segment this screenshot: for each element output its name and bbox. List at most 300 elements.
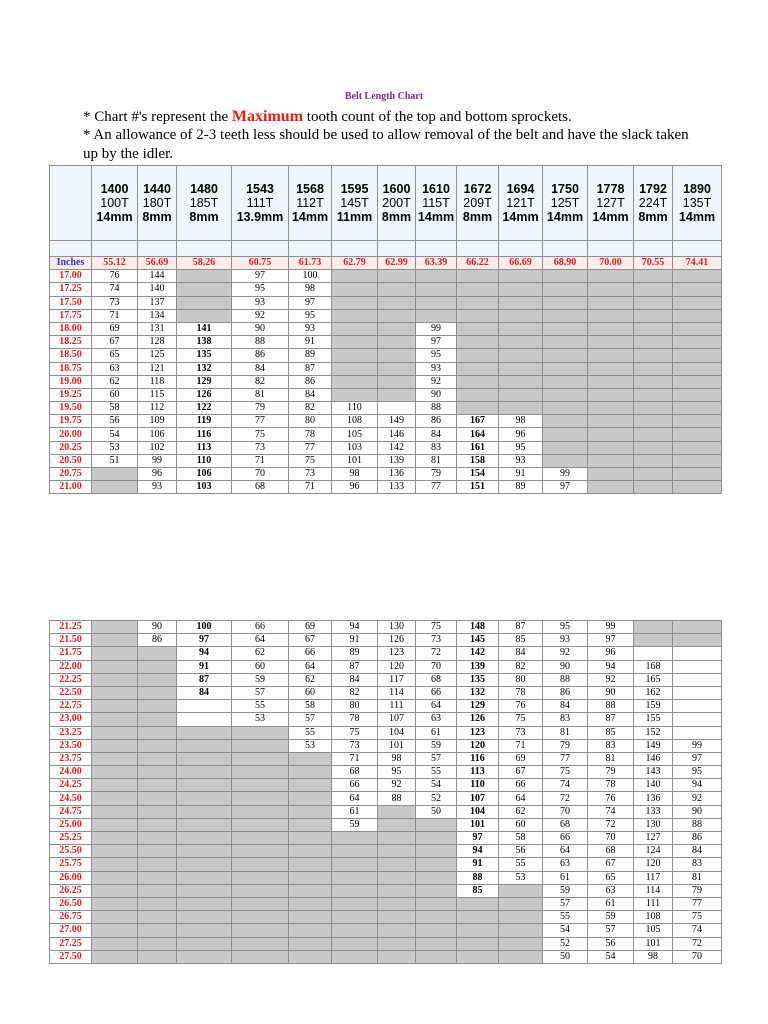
tooth-count-cell: 146 (634, 752, 673, 765)
belt-size: 1672 (463, 182, 492, 196)
center-distance-label: 20.75 (50, 468, 92, 481)
center-distance-label: 18.00 (50, 322, 92, 335)
empty-cell (232, 766, 289, 779)
tooth-count-cell: 82 (232, 375, 289, 388)
empty-cell (588, 454, 634, 467)
empty-cell (378, 950, 416, 963)
center-distance-label: 20.50 (50, 454, 92, 467)
empty-cell (332, 858, 378, 871)
table-row (50, 766, 722, 779)
table-row (50, 402, 722, 415)
table-row (50, 713, 722, 726)
tooth-count-cell: 164 (457, 428, 499, 441)
empty-cell (588, 402, 634, 415)
table-row (50, 845, 722, 858)
empty-cell (332, 950, 378, 963)
tooth-count-cell: 77 (673, 897, 722, 910)
tooth-count-cell: 81 (588, 752, 634, 765)
empty-cell (457, 309, 499, 322)
empty-cell (673, 454, 722, 467)
tooth-count-cell: 89 (289, 349, 332, 362)
tooth-count-cell: 95 (378, 766, 416, 779)
empty-cell (673, 309, 722, 322)
tooth-count-cell: 109 (138, 415, 177, 428)
tooth-count-cell: 95 (499, 441, 543, 454)
table-row (50, 468, 722, 481)
tooth-count-cell: 73 (499, 726, 543, 739)
table-row (50, 428, 722, 441)
tooth-count-cell: 87 (289, 362, 332, 375)
empty-cell (177, 739, 232, 752)
tooth-count-cell: 124 (634, 845, 673, 858)
empty-cell (673, 270, 722, 283)
tooth-count-cell: 103 (177, 481, 232, 494)
center-distance-label: 20.25 (50, 441, 92, 454)
tooth-count-cell: 67 (92, 336, 138, 349)
tooth-count-cell: 51 (92, 454, 138, 467)
tooth-count-cell: 105 (332, 428, 378, 441)
empty-cell (289, 792, 332, 805)
tooth-count: 145T (340, 196, 369, 210)
empty-cell (92, 647, 138, 660)
empty-cell (92, 818, 138, 831)
tooth-count-cell: 91 (499, 468, 543, 481)
tooth-count-cell: 92 (673, 792, 722, 805)
pitch: 8mm (142, 210, 172, 224)
empty-cell (232, 897, 289, 910)
tooth-count-cell: 86 (543, 686, 588, 699)
empty-cell (457, 322, 499, 335)
empty-cell (634, 441, 673, 454)
table-row (50, 884, 722, 897)
empty-cell (92, 766, 138, 779)
tooth-count-cell: 57 (543, 897, 588, 910)
empty-cell (457, 937, 499, 950)
tooth-count-cell: 79 (543, 739, 588, 752)
tooth-count-cell: 74 (543, 779, 588, 792)
tooth-count-cell: 103 (332, 441, 378, 454)
tooth-count-cell: 62 (289, 673, 332, 686)
empty-cell (378, 322, 416, 335)
tooth-count-cell: 98 (634, 950, 673, 963)
tooth-count: 121T (506, 196, 535, 210)
tooth-count-cell: 92 (543, 647, 588, 660)
empty-cell (499, 884, 543, 897)
pitch: 14mm (502, 210, 539, 224)
tooth-count-cell: 130 (634, 818, 673, 831)
tooth-count-cell: 136 (378, 468, 416, 481)
table-row (50, 349, 722, 362)
spacer-cell (543, 241, 588, 257)
tooth-count-cell: 53 (289, 739, 332, 752)
tooth-count-cell: 57 (289, 713, 332, 726)
tooth-count-cell: 75 (543, 766, 588, 779)
tooth-count-cell: 84 (673, 845, 722, 858)
tooth-count-cell: 70 (543, 805, 588, 818)
empty-cell (673, 621, 722, 634)
pitch: 8mm (638, 210, 668, 224)
tooth-count-cell: 56 (499, 845, 543, 858)
note-1-maximum: Maximum (231, 108, 304, 125)
tooth-count-cell: 140 (138, 283, 177, 296)
empty-cell (138, 858, 177, 871)
tooth-count-cell: 61 (588, 897, 634, 910)
tooth-count-cell: 50 (416, 805, 457, 818)
tooth-count-cell: 99 (416, 322, 457, 335)
tooth-count-cell: 96 (588, 647, 634, 660)
table-row (50, 752, 722, 765)
tooth-count-cell: 57 (588, 924, 634, 937)
tooth-count-cell: 85 (588, 726, 634, 739)
empty-cell (332, 309, 378, 322)
empty-cell (138, 713, 177, 726)
tooth-count-cell (673, 726, 722, 739)
tooth-count-cell: 135 (457, 673, 499, 686)
empty-cell (92, 937, 138, 950)
empty-cell (138, 673, 177, 686)
center-distance-label: 25.75 (50, 858, 92, 871)
empty-cell (289, 858, 332, 871)
tooth-count-cell: 106 (138, 428, 177, 441)
empty-cell (138, 779, 177, 792)
tooth-count-cell: 88 (588, 700, 634, 713)
tooth-count-cell: 167 (457, 415, 499, 428)
tooth-count-cell: 56 (92, 415, 138, 428)
tooth-count-cell: 55 (499, 858, 543, 871)
empty-cell (416, 884, 457, 897)
belt-size: 1890 (683, 182, 711, 196)
tooth-count-cell: 95 (289, 309, 332, 322)
tooth-count-cell: 79 (673, 884, 722, 897)
empty-cell (232, 818, 289, 831)
empty-cell (416, 950, 457, 963)
empty-cell (138, 871, 177, 884)
empty-cell (177, 779, 232, 792)
belt-length-inches: 55.12 (92, 257, 138, 270)
empty-cell (499, 336, 543, 349)
column-header (673, 166, 722, 241)
empty-cell (177, 845, 232, 858)
empty-cell (543, 296, 588, 309)
empty-cell (416, 296, 457, 309)
empty-cell (416, 309, 457, 322)
empty-cell (673, 402, 722, 415)
empty-cell (673, 415, 722, 428)
center-distance-label: 24.00 (50, 766, 92, 779)
tooth-count-cell: 66 (543, 832, 588, 845)
tooth-count-cell: 82 (332, 686, 378, 699)
empty-cell (499, 911, 543, 924)
empty-cell (92, 858, 138, 871)
empty-cell (92, 792, 138, 805)
tooth-count-cell: 98 (378, 752, 416, 765)
empty-cell (332, 911, 378, 924)
tooth-count-cell: 88 (457, 871, 499, 884)
empty-cell (543, 270, 588, 283)
center-distance-label: 18.25 (50, 336, 92, 349)
spacer-cell (138, 241, 177, 257)
tooth-count-cell: 68 (332, 766, 378, 779)
tooth-count-cell: 139 (378, 454, 416, 467)
tooth-count-cell: 106 (177, 468, 232, 481)
column-header (92, 166, 138, 241)
empty-cell (634, 402, 673, 415)
tooth-count-cell: 114 (378, 686, 416, 699)
tooth-count-cell: 70 (416, 660, 457, 673)
empty-cell (138, 832, 177, 845)
tooth-count-cell: 97 (543, 481, 588, 494)
belt-size: 1792 (639, 182, 667, 196)
empty-cell (332, 871, 378, 884)
empty-cell (673, 375, 722, 388)
empty-cell (138, 686, 177, 699)
tooth-count-cell (634, 647, 673, 660)
tooth-count-cell: 66 (416, 686, 457, 699)
center-distance-label: 27.00 (50, 924, 92, 937)
column-header (499, 166, 543, 241)
tooth-count-cell: 70 (673, 950, 722, 963)
empty-cell (457, 897, 499, 910)
tooth-count-cell: 117 (634, 871, 673, 884)
tooth-count-cell: 75 (289, 454, 332, 467)
tooth-count-cell: 78 (499, 686, 543, 699)
empty-cell (177, 296, 232, 309)
table-row (50, 322, 722, 335)
empty-cell (289, 950, 332, 963)
tooth-count-cell: 117 (378, 673, 416, 686)
belt-length-inches: 63.39 (416, 257, 457, 270)
tooth-count-cell: 76 (499, 700, 543, 713)
empty-cell (138, 897, 177, 910)
empty-cell (177, 283, 232, 296)
tooth-count-cell (673, 700, 722, 713)
empty-cell (634, 309, 673, 322)
empty-cell (232, 937, 289, 950)
empty-cell (177, 858, 232, 871)
tooth-count-cell: 148 (457, 621, 499, 634)
tooth-count-cell: 75 (232, 428, 289, 441)
tooth-count-cell: 66 (332, 779, 378, 792)
tooth-count-cell: 62 (499, 805, 543, 818)
empty-cell (332, 884, 378, 897)
empty-cell (499, 296, 543, 309)
empty-cell (332, 845, 378, 858)
table-row (50, 634, 722, 647)
table-row (50, 779, 722, 792)
tooth-count-cell: 58 (92, 402, 138, 415)
empty-cell (416, 911, 457, 924)
empty-cell (588, 283, 634, 296)
header-row (50, 166, 722, 241)
tooth-count-cell: 79 (588, 766, 634, 779)
tooth-count-cell: 90 (232, 322, 289, 335)
empty-cell (92, 884, 138, 897)
empty-cell (232, 871, 289, 884)
empty-cell (543, 428, 588, 441)
tooth-count-cell: 86 (289, 375, 332, 388)
table-row (50, 739, 722, 752)
center-distance-label: 23.75 (50, 752, 92, 765)
belt-size: 1440 (143, 182, 171, 196)
pitch: 14mm (678, 210, 716, 224)
tooth-count-cell: 151 (457, 481, 499, 494)
empty-cell (138, 739, 177, 752)
empty-cell (138, 818, 177, 831)
tooth-count-cell: 79 (416, 468, 457, 481)
center-distance-label: 21.25 (50, 621, 92, 634)
empty-cell (289, 805, 332, 818)
tooth-count-cell: 77 (416, 481, 457, 494)
tooth-count-cell: 139 (457, 660, 499, 673)
tooth-count-cell: 69 (92, 322, 138, 335)
pitch: 14mm (96, 210, 133, 224)
empty-cell (232, 845, 289, 858)
tooth-count-cell: 111 (378, 700, 416, 713)
note-line-2: * An allowance of 2-3 teeth less should be used to allow removal of the belt and have the slack taken up by the idler. (83, 127, 689, 162)
tooth-count-cell: 64 (289, 660, 332, 673)
tooth-count-cell: 84 (177, 686, 232, 699)
spacer-cell (378, 241, 416, 257)
empty-cell (634, 270, 673, 283)
empty-cell (138, 805, 177, 818)
spacer-cell (232, 241, 289, 257)
empty-cell (92, 752, 138, 765)
empty-cell (177, 871, 232, 884)
tooth-count-cell: 50 (543, 950, 588, 963)
tooth-count-cell: 73 (232, 441, 289, 454)
tooth-count-cell: 98 (499, 415, 543, 428)
empty-cell (177, 805, 232, 818)
empty-cell (588, 270, 634, 283)
empty-cell (92, 779, 138, 792)
tooth-count-cell: 66 (499, 779, 543, 792)
tooth-count-cell: 129 (457, 700, 499, 713)
center-distance-label: 23.25 (50, 726, 92, 739)
empty-cell (92, 726, 138, 739)
tooth-count-cell: 126 (177, 388, 232, 401)
tooth-count-cell: 70 (588, 832, 634, 845)
empty-cell (634, 388, 673, 401)
empty-cell (634, 634, 673, 647)
tooth-count-cell: 65 (92, 349, 138, 362)
empty-cell (92, 845, 138, 858)
tooth-count-cell: 90 (138, 621, 177, 634)
empty-cell (92, 621, 138, 634)
empty-cell (378, 832, 416, 845)
tooth-count-cell: 73 (416, 634, 457, 647)
tooth-count-cell: 61 (332, 805, 378, 818)
belt-length-inches: 58.26 (177, 257, 232, 270)
belt-size: 1694 (506, 182, 535, 196)
spacer-cell (588, 241, 634, 257)
center-distance-label: 20.00 (50, 428, 92, 441)
tooth-count-cell: 97 (457, 832, 499, 845)
tooth-count-cell: 97 (673, 752, 722, 765)
tooth-count-cell: 168 (634, 660, 673, 673)
spacer-cell (673, 241, 722, 257)
empty-cell (92, 481, 138, 494)
tooth-count-cell (378, 402, 416, 415)
table-row (50, 686, 722, 699)
tooth-count-cell: 120 (378, 660, 416, 673)
tooth-count-cell: 77 (289, 441, 332, 454)
tooth-count-cell: 71 (232, 454, 289, 467)
tooth-count-cell: 64 (232, 634, 289, 647)
empty-cell (588, 349, 634, 362)
empty-cell (499, 375, 543, 388)
empty-cell (634, 362, 673, 375)
column-header (378, 166, 416, 241)
empty-cell (499, 924, 543, 937)
table-row (50, 897, 722, 910)
tooth-count-cell: 101 (378, 739, 416, 752)
tooth-count-cell: 68 (543, 818, 588, 831)
empty-cell (232, 832, 289, 845)
tooth-count-cell: 75 (416, 621, 457, 634)
tooth-count-cell: 159 (634, 700, 673, 713)
tooth-count-cell: 88 (543, 673, 588, 686)
tooth-count-cell: 142 (378, 441, 416, 454)
empty-cell (457, 283, 499, 296)
empty-cell (92, 700, 138, 713)
empty-cell (634, 336, 673, 349)
tooth-count-cell: 93 (289, 322, 332, 335)
chart-title: Belt Length Chart (344, 91, 424, 102)
tooth-count-cell: 89 (332, 647, 378, 660)
tooth-count-cell: 87 (499, 621, 543, 634)
center-distance-label: 26.25 (50, 884, 92, 897)
tooth-count-cell: 93 (138, 481, 177, 494)
empty-cell (499, 897, 543, 910)
tooth-count-cell: 121 (138, 362, 177, 375)
empty-cell (634, 481, 673, 494)
tooth-count-cell: 90 (673, 805, 722, 818)
tooth-count-cell: 95 (673, 766, 722, 779)
empty-cell (378, 349, 416, 362)
center-distance-label: 26.75 (50, 911, 92, 924)
tooth-count-cell: 84 (232, 362, 289, 375)
tooth-count-cell: 54 (588, 950, 634, 963)
tooth-count-cell: 84 (543, 700, 588, 713)
empty-cell (332, 336, 378, 349)
empty-cell (332, 362, 378, 375)
center-distance-label: 23.00 (50, 713, 92, 726)
tooth-count-cell: 136 (634, 792, 673, 805)
pitch: 13.9mm (236, 210, 284, 224)
empty-cell (673, 362, 722, 375)
tooth-count-cell: 87 (177, 673, 232, 686)
tooth-count: 125T (550, 196, 580, 210)
empty-cell (588, 415, 634, 428)
empty-cell (499, 950, 543, 963)
tooth-count-cell: 99 (588, 621, 634, 634)
empty-cell (92, 468, 138, 481)
empty-cell (332, 924, 378, 937)
tooth-count-cell: 162 (634, 686, 673, 699)
note-1-suffix: tooth count of the top and bottom sprockets. (303, 109, 572, 125)
empty-cell (378, 309, 416, 322)
tooth-count-cell: 52 (543, 937, 588, 950)
tooth-count-cell: 97 (177, 634, 232, 647)
table-row (50, 647, 722, 660)
tooth-count-cell: 80 (332, 700, 378, 713)
empty-cell (673, 349, 722, 362)
empty-cell (177, 766, 232, 779)
empty-cell (378, 937, 416, 950)
tooth-count-cell: 94 (332, 621, 378, 634)
empty-cell (634, 283, 673, 296)
table-row (50, 296, 722, 309)
